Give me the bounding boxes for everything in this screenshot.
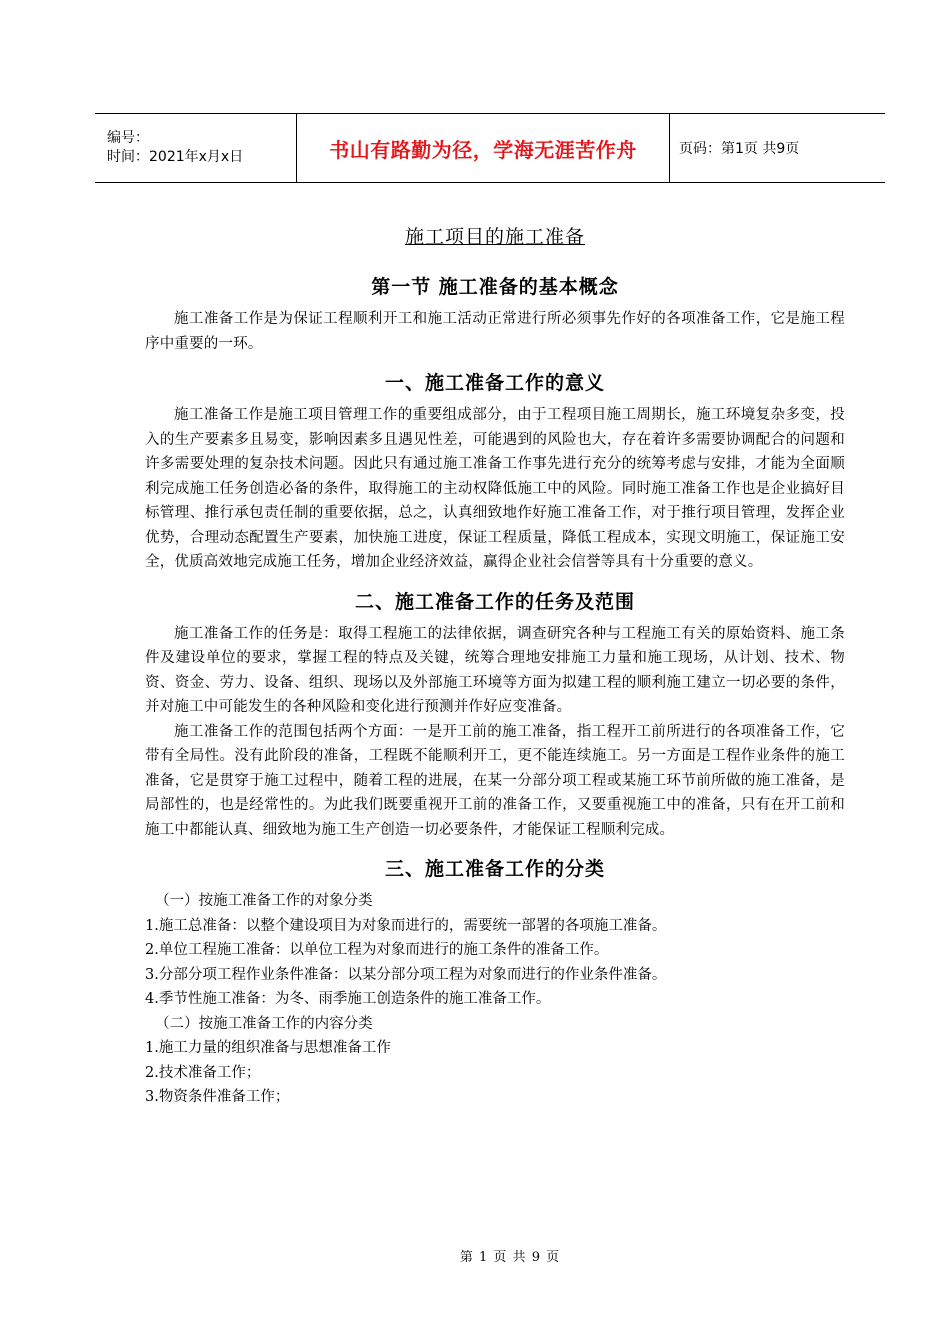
document-time-label: 时间：2021年x月x日	[107, 149, 244, 165]
header-table	[95, 113, 885, 183]
list-item: 2.技术准备工作；	[145, 1064, 261, 1081]
document-title: 施工项目的施工准备	[404, 226, 585, 248]
list-item: 3.物资条件准备工作；	[145, 1089, 290, 1105]
list-item: 1.施工力量的组织准备与思想准备工作	[145, 1040, 391, 1056]
heading-classification: 三、施工准备工作的分类	[384, 858, 605, 880]
list-item: （二）按施工准备工作的内容分类	[155, 1015, 373, 1032]
document-body	[145, 222, 845, 1110]
header-meta-cell	[95, 114, 297, 182]
page-footer: 第 1 页 共 9 页	[459, 1250, 561, 1265]
list-item: 2.单位工程施工准备：以单位工程为对象而进行的施工条件的准备工作。	[145, 942, 609, 958]
list-item: （一）按施工准备工作的对象分类	[155, 893, 373, 909]
document-number-label: 编号：	[107, 130, 149, 146]
list-item: 3.分部分项工程作业条件准备：以某分部分项工程为对象而进行的作业条件准备。	[145, 966, 667, 983]
heading-tasks-scope: 二、施工准备工作的任务及范围	[354, 590, 635, 613]
header-motto: 书山有路勤为径，学海无涯苦作舟	[329, 137, 637, 162]
paragraph-tasks: 施工准备工作的任务是：取得工程施工的法律依据，调查研究各种与工程施工有关的原始资料、施工条件及建设单位的要求，掌握工程的特点及关键，统筹合理地安排施工力量和施工现场，从计划、技术、物资、资金、劳力、设备、组织、现场以及外部施工环境等方面为拟建工程的顺利施工建立一切必要的条件，并对施工中可能发生的各种风险和变化进行预测并作好应变准备。	[145, 625, 845, 715]
paragraph-scope: 施工准备工作的范围包括两个方面：一是开工前的施工准备，指工程开工前所进行的各项准备工作，它带有全局性。没有此阶段的准备，工程既不能顺利开工，更不能连续施工。另一方面是工程作业条件的施工准备，它是贯穿于施工过程中，随着工程的进展，在某一分部分项工程或某施工环节前所做的施工准备，是局部性的，也是经常性的。为此我们既要重视开工前的准备工作，又要重视施工中的准备，只有在开工前和施工中都能认真、细致地为施工生产创造一切必要条件，才能保证工程顺利完成。	[145, 723, 845, 838]
list-item: 4.季节性施工准备：为冬、雨季施工创造条件的施工准备工作。	[145, 991, 551, 1007]
paragraph-significance: 施工准备工作是施工项目管理工作的重要组成部分，由于工程项目施工周期长，施工环境复杂多变，投入的生产要素多且易变，影响因素多且遇见性差，可能遇到的风险也大，存在着许多需要协调配合的问题和许多需要处理的复杂技术问题。因此只有通过施工准备工作事先进行充分的统筹考虑与安排，才能为全面顺利完成施工任务创造必备的条件，取得施工的主动权降低施工中的风险。同时施工准备工作也是企业搞好目标管理、推行承包责任制的重要依据，总之，认真细致地作好施工准备工作，对于推行项目管理，发挥企业优势，合理动态配置生产要素，加快施工进度，保证工程质量，降低工程成本，实现文明施工，保证施工安全，优质高效地完成施工任务，增加企业经济效益，赢得企业社会信誉等具有十分重要的意义。	[145, 407, 845, 570]
list-item: 1.施工总准备：以整个建设项目为对象而进行的，需要统一部署的各项施工准备。	[145, 917, 667, 934]
intro-paragraph: 施工准备工作是为保证工程顺利开工和施工活动正常进行所必须事先作好的各项准备工作，它是施工程序中重要的一环。	[145, 311, 845, 352]
header-page-label: 页码：第1页 共9页	[679, 141, 800, 157]
section-title: 第一节 施工准备的基本概念	[371, 276, 619, 298]
header-page-cell	[670, 114, 885, 182]
heading-significance: 一、施工准备工作的意义	[384, 372, 605, 394]
header-motto-cell	[297, 114, 670, 182]
